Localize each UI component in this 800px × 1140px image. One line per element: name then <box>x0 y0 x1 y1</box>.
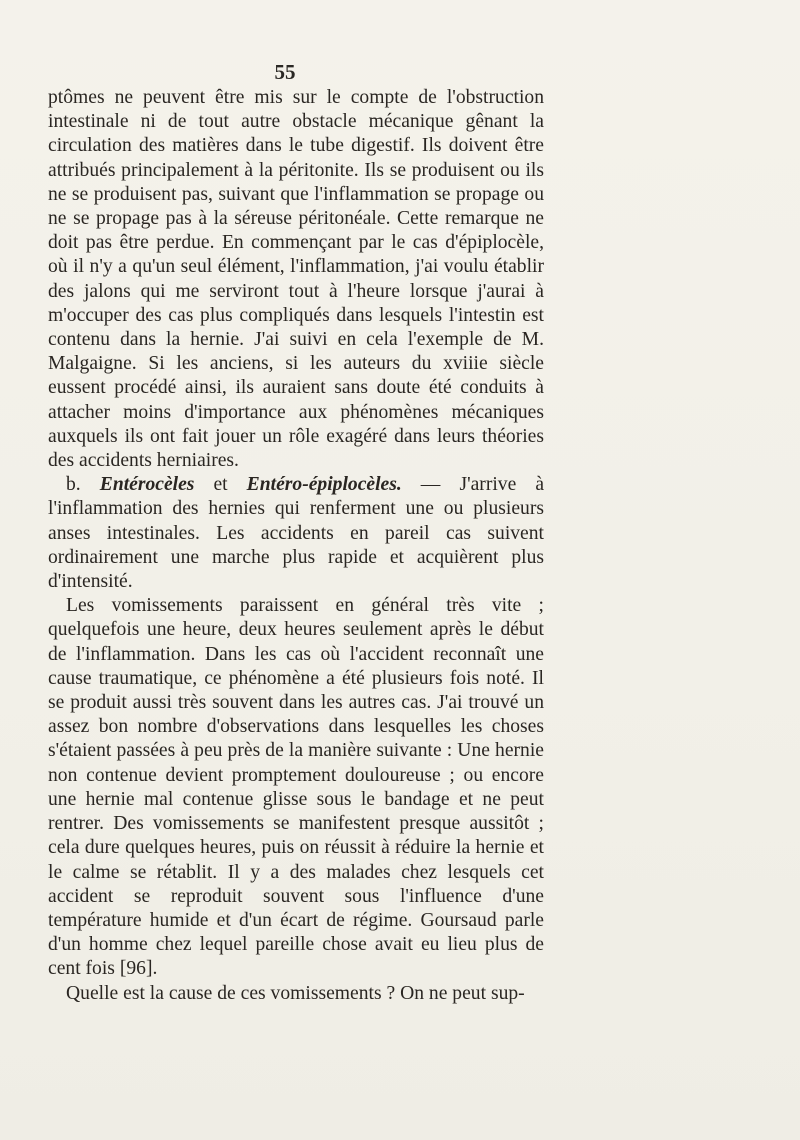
paragraph-1: ptômes ne peuvent être mis sur le compte de l'obstruction intestinale ni de tout autre obstacle mécanique gênant la circulation des matières dans le tube digestif. Ils doivent être attribués principalement à la péritonite. Ils se produisent ou ils ne se produisent pas, suivant que l'inflammation se propage ou ne se propage pas à la séreuse péritonéale. Cette remarque ne doit pas être perdue. En commençant par le cas d'épiplocèle, où il n'y a qu'un seul élément, l'inflammation, j'ai voulu établir des jalons qui me serviront tout à l'heure lorsque j'aurai à m'occuper des cas plus compliqués dans lesquels l'intestin est contenu dans la hernie. J'ai suivi en cela l'exemple de M. Malgaigne. Si les anciens, si les auteurs du xviiie siècle eussent procédé ainsi, ils auraient sans doute été conduits à attacher moins d'importance aux phénomènes mécaniques auxquels ils ont fait jouer un rôle exagéré dans leurs théories des accidents herniaires. <box>48 87 544 472</box>
paragraph-2-body: — J'arrive à l'inflammation des hernies qui renferment une ou plusieurs anses intestinales. Les accidents en pareil cas suivent ordinairement une marche plus rapide et acquièrent plus d'intensité. <box>48 474 545 593</box>
page-number: 55 <box>274 60 296 84</box>
paragraph-2 <box>48 473 544 594</box>
body-text <box>48 86 544 1006</box>
section-title-entero-epiplocele: Entéro-épiplocèles. <box>246 474 402 496</box>
section-title-connector: et <box>194 474 247 496</box>
section-title-enterocele: Entérocèles <box>99 474 195 496</box>
paragraph-4: Quelle est la cause de ces vomissements ? On ne peut sup- <box>66 982 525 1004</box>
section-marker: b. <box>66 474 100 496</box>
paragraph-3: Les vomissements paraissent en général très vite ; quelquefois une heure, deux heures seulement après le début de l'inflammation. Dans les cas où l'accident reconnaît une cause traumatique, ce phénomène a été plusieurs fois noté. Il se produit aussi très souvent dans les autres cas. J'ai trouvé un assez bon nombre d'observations dans lesquelles les choses s'étaient passées à peu près de la manière suivante : Une hernie non contenue devient promptement douloureuse ; ou encore une hernie mal contenue glisse sous le bandage et ne peut rentrer. Des vomissements se manifestent presque aussitôt ; cela dure quelques heures, puis on réussit à réduire la hernie et le calme se rétablit. Il y a des malades chez lesquels cet accident se reproduit souvent sous l'influence d'une température humide et d'un écart de régime. Goursaud parle d'un homme chez lequel pareille chose avait eu lieu plus de cent fois [96]. <box>48 595 544 980</box>
